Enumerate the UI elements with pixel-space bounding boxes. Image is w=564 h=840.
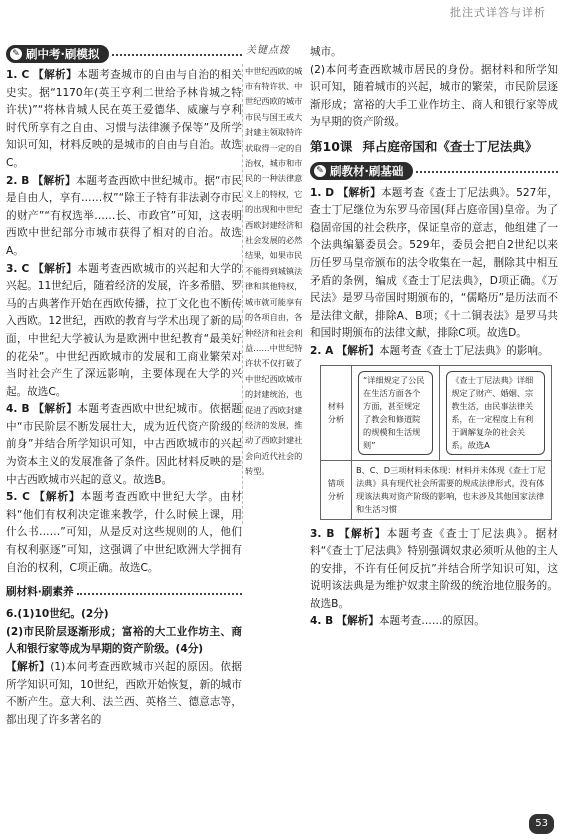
sidebar-title: 关键点拨 bbox=[246, 45, 290, 56]
answer-1 bbox=[6, 67, 242, 173]
answer-number: 3. B bbox=[310, 527, 335, 540]
quote-bubble: “详细规定了公民在生活方面各个方面，甚至规定了教会和修道院的规模和生活规则” bbox=[358, 371, 433, 455]
answer-text: 本题考查西欧中世纪城市。据“市民是自由人，享有……权”“除王子特有非法剥夺市民的财产”“有权选举……长、市政官”可知，这表明西欧中世纪部分市城市获得了相对的自治。故选A。 bbox=[6, 174, 242, 257]
answer-text: 本题考查《查士丁尼法典》的影响。 bbox=[379, 344, 549, 357]
answer-3 bbox=[6, 261, 242, 402]
analysis-tag: 【解析】 bbox=[337, 186, 381, 199]
answer-number: 2. B bbox=[6, 174, 30, 187]
answer-text: 本题考查西欧中世纪大学。由材料“他们有权利决定谁来教学，什么时候上课，用什么书……”可知，从是反对这些规则的人，他们有权利驱逐”可知，这强调了中世纪欧洲大学拥有自治的权利，C项正确。故选C。 bbox=[6, 491, 243, 574]
answer-text: 本题考查西欧中世纪城市。依据题中“市民阶层不断发展壮大，成为近代资产阶级的前身”并结合所学知识可知，中古西欧城市的兴起为资本主义的发展准备了条件。因此材料反映的是中古西欧城市兴起的意义。故选B。 bbox=[6, 403, 243, 486]
key-points-sidebar bbox=[242, 42, 306, 524]
lesson-number: 第10课 bbox=[310, 138, 353, 154]
dotted-divider bbox=[416, 171, 558, 173]
answer-text: 本题考查……的原因。 bbox=[378, 615, 485, 628]
answer-number: 6. bbox=[6, 608, 18, 621]
lesson-title: 拜占庭帝国和《查士丁尼法典》 bbox=[362, 138, 538, 154]
analysis-tag: 【解析】 bbox=[33, 69, 78, 81]
lesson-heading bbox=[310, 138, 558, 156]
banner-pill bbox=[310, 162, 413, 180]
table-row bbox=[321, 460, 552, 519]
continued-text: 城市。 bbox=[310, 46, 342, 58]
analysis-table bbox=[320, 365, 552, 520]
row-header: 材料分析 bbox=[321, 365, 352, 460]
answer-number: 1. C bbox=[6, 69, 30, 81]
answer-2 bbox=[6, 173, 242, 261]
analysis-tag: 【解析】 bbox=[33, 403, 78, 416]
conclusion-bubble: 《查士丁尼法典》详细规定了财产、婚姻、宗教生活，由民事法律关系，在一定程度上有利于调解复杂的社会关系。故选A bbox=[446, 371, 545, 455]
answer-2 bbox=[310, 343, 558, 361]
pen-icon: ✎ bbox=[10, 48, 22, 60]
analysis-tag: 【解析】 bbox=[339, 527, 387, 540]
table-cell: B、C、D三项材料未体现：材料并未体现《查士丁尼法典》具有现代社会所需要的规成法律形式，没有体现该法典对资产阶级的影响，也未涉及其他国家法律和生活习惯 bbox=[352, 460, 552, 519]
row-header: 错项分析 bbox=[321, 460, 352, 519]
banner-pill bbox=[6, 45, 109, 63]
answer-text: 本题考查城市的自由与自治的相关史实。据“1170年(英王亨利二世给予林肯城之特许状)”“将林肯城人民在英王爱德华、威廉与亨利时代所享有之自由、习惯与法律濒予保等”及所学知识可知，材料反映的是城市的自由与自治。故选C。 bbox=[6, 69, 243, 169]
answer-6-part2: (2)市民阶层逐渐形成；富裕的大工业作坊主、商人和银行家等成为早期的资产阶级。(4分) bbox=[6, 625, 242, 656]
answer-number: 5. C bbox=[6, 491, 30, 504]
analysis-tag: 【解析】 bbox=[336, 615, 379, 628]
banner-label: 刷教材·刷基础 bbox=[330, 164, 404, 179]
answer-4 bbox=[310, 613, 558, 631]
answer-5 bbox=[6, 489, 242, 577]
answer-text: 本题考查《查士丁尼法典》。据材料“《查士丁尼法典》特别强调奴隶必须听从他的主人的安排，不许有任何反抗”并结合所学知识可知，这说明该法典是为维护奴隶主阶级的统治地位服务的。故选B。 bbox=[310, 527, 558, 610]
dotted-divider bbox=[112, 54, 242, 56]
answer-number: 1. D bbox=[310, 186, 335, 199]
answer-3 bbox=[310, 526, 558, 614]
right-column bbox=[310, 44, 558, 631]
analysis-tag: 【解析】 bbox=[336, 344, 380, 357]
pen-icon: ✎ bbox=[314, 165, 326, 177]
table-cell bbox=[440, 365, 552, 460]
answer-text: 本题考查西欧城市的兴起和大学的兴起。11世纪后，随着经济的发展，许多希腊、罗马的古典著作开始在西欧传播，拉丁文化也不断传入西欧。12世纪，西欧的教育与学术出现了新的局面，中世纪大学被认为是欧洲中世纪教育“最美好的花朵”。中世纪西欧城市的发展和工商业繁荣对当时社会产生了深远影响，主要体现在大学的兴起。故选C。 bbox=[6, 262, 243, 398]
section-banner-2 bbox=[6, 583, 242, 602]
banner-label: 刷中考·刷模拟 bbox=[26, 46, 100, 61]
answer-text: (1)本问考查西欧城市兴起的原因。依据所学知识可知，10世纪，西欧开始恢复，新的城市不断产生。意大利、法兰西、英格兰、德意志等，都出现了许多著名的 bbox=[6, 661, 242, 726]
sidebar-text: 中世纪西欧的城市有特许状、中世纪西欧的城市市民与国王或大封建主领取特许状取得一定的自治权，城市和市民的一种法律意义上的特权，它的出现和中世纪西欧封建经济和社会发展的必然结果，如果市民不能得到城镇法律和其他特权，城市就可能享有的各项自由，各种经济和社会利益……中世纪特许状不仅打破了中世纪西欧城市的封建统治，也促进了西欧封建经济的发展，推动了西欧封建社会向近代社会的转型。 bbox=[242, 64, 306, 524]
left-column bbox=[6, 44, 242, 729]
table-cell bbox=[352, 365, 440, 460]
table-row bbox=[321, 365, 552, 460]
answer-number: 2. A bbox=[310, 344, 334, 357]
analysis-tag: 【解析】 bbox=[6, 661, 51, 673]
answer-text: (1)10世纪。(2分) bbox=[17, 608, 109, 621]
page-number: 53 bbox=[529, 814, 554, 834]
answer-number: 4. B bbox=[310, 615, 334, 628]
answer-text: 本题考查《查士丁尼法典》。527年，查士丁尼继位为东罗马帝国(拜占庭帝国)皇帝。为了稳固帝国的社会秩序，保证皇帝的意志，他组建了一个法典编纂委员会。529年，委员会把自2世纪以来历任罗马皇帝颁布的法令收集在一起，删除其中相互矛盾的条例，编成《查士丁尼法典》，D项正确。《万民法》是罗马帝国时期颁布的，“儒略历”是历法而不是法律文献，排除A、B项；《十二铜表法》是罗马共和国时期颁布的法律文献，排除C项。故选D。 bbox=[310, 186, 558, 340]
analysis-tag: 【解析】 bbox=[34, 491, 81, 504]
answer-number: 4. B bbox=[6, 403, 30, 416]
continued-analysis: (2)本问考查西欧城市居民的身份。据材料和所学知识可知，随着城市的兴起，城市的繁荣，市民阶层逐渐形成；富裕的大手工业作坊主、商人和银行家等成为早期的资产阶级。 bbox=[310, 63, 558, 129]
analysis-tag: 【解析】 bbox=[32, 174, 76, 187]
answer-6 bbox=[6, 606, 242, 624]
answer-6-analysis bbox=[6, 659, 242, 729]
answer-4 bbox=[6, 401, 242, 489]
section-banner bbox=[310, 162, 558, 181]
analysis-tag: 【解析】 bbox=[33, 262, 78, 275]
section-label: 刷材料·刷素养 bbox=[6, 585, 74, 598]
section-banner bbox=[6, 44, 242, 63]
header-title: 批注式详答与详析 bbox=[450, 6, 546, 19]
answer-number: 3. C bbox=[6, 262, 30, 275]
dotted-divider bbox=[77, 593, 242, 595]
answer-1 bbox=[310, 185, 558, 343]
